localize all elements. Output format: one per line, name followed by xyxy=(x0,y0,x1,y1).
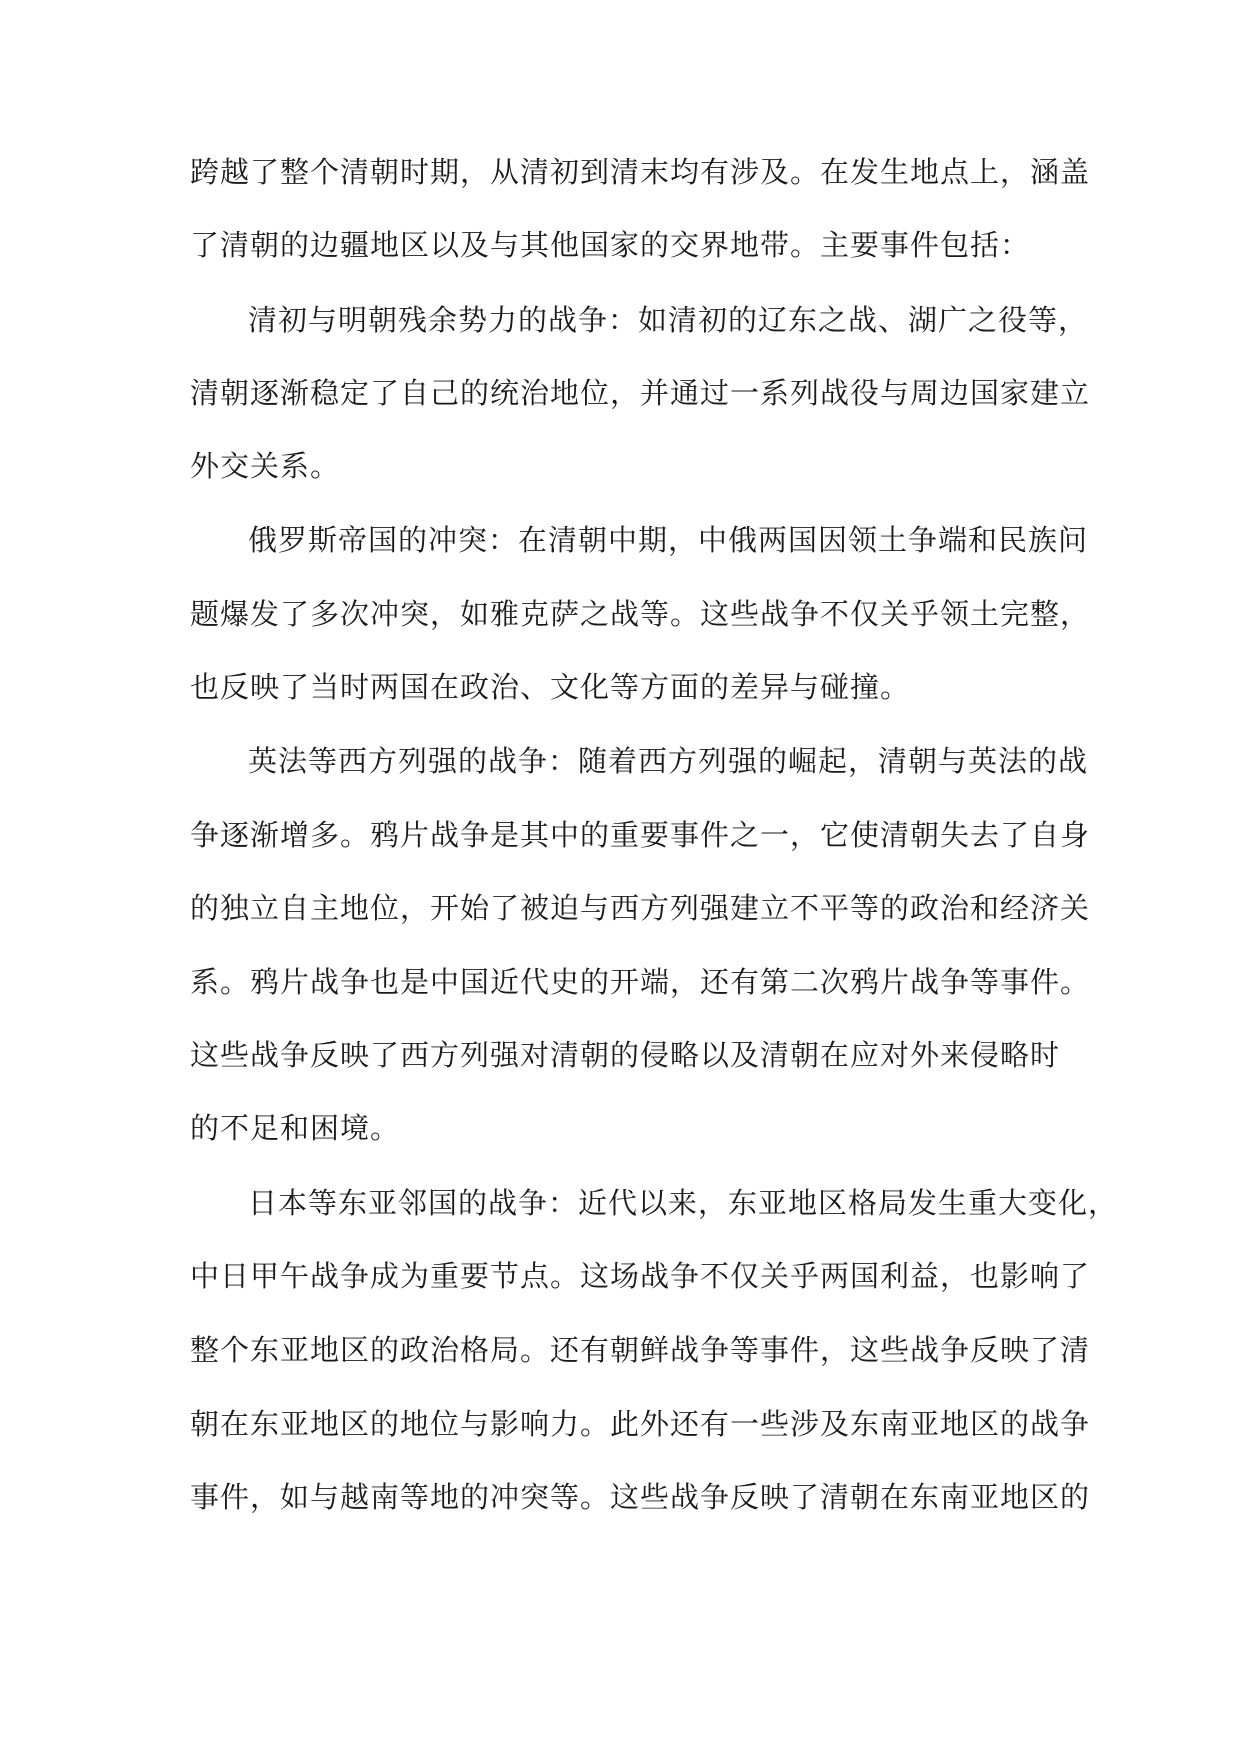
text-line: 朝在东亚地区的地位与影响力。此外还有一些涉及东南亚地区的战争 xyxy=(190,1407,1091,1441)
text-line: 外交关系。 xyxy=(190,449,341,483)
paragraph-start-line: 清初与明朝残余势力的战争：如清初的辽东之战、湖广之役等， xyxy=(248,303,1089,337)
text-line: 也反映了当时两国在政治、文化等方面的差异与碰撞。 xyxy=(190,670,911,704)
paragraph-start-line: 日本等东亚邻国的战争：近代以来，东亚地区格局发生重大变化， xyxy=(248,1186,1119,1220)
text-line: 清朝逐渐稳定了自己的统治地位，并通过一系列战役与周边国家建立 xyxy=(190,376,1091,410)
paragraph-start-line: 俄罗斯帝国的冲突：在清朝中期，中俄两国因领土争端和民族问 xyxy=(248,523,1089,557)
text-line: 的不足和困境。 xyxy=(190,1111,401,1145)
paragraph-start-line: 英法等西方列强的战争：随着西方列强的崛起，清朝与英法的战 xyxy=(248,744,1089,778)
text-line: 整个东亚地区的政治格局。还有朝鲜战争等事件，这些战争反映了清 xyxy=(190,1333,1091,1367)
text-line: 这些战争反映了西方列强对清朝的侵略以及清朝在应对外来侵略时 xyxy=(190,1038,1061,1072)
text-line: 系。鸦片战争也是中国近代史的开端，还有第二次鸦片战争等事件。 xyxy=(190,965,1091,999)
text-line: 事件，如与越南等地的冲突等。这些战争反映了清朝在东南亚地区的 xyxy=(190,1480,1091,1514)
text-line: 跨越了整个清朝时期，从清初到清末均有涉及。在发生地点上，涵盖 xyxy=(190,155,1091,189)
text-line: 中日甲午战争成为重要节点。这场战争不仅关乎两国利益，也影响了 xyxy=(190,1259,1091,1293)
text-line: 题爆发了多次冲突，如雅克萨之战等。这些战争不仅关乎领土完整， xyxy=(190,597,1091,631)
text-line: 了清朝的边疆地区以及与其他国家的交界地带。主要事件包括： xyxy=(190,228,1031,262)
text-line: 的独立自主地位，开始了被迫与西方列强建立不平等的政治和经济关 xyxy=(190,891,1091,925)
text-line: 争逐渐增多。鸦片战争是其中的重要事件之一，它使清朝失去了自身 xyxy=(190,818,1091,852)
